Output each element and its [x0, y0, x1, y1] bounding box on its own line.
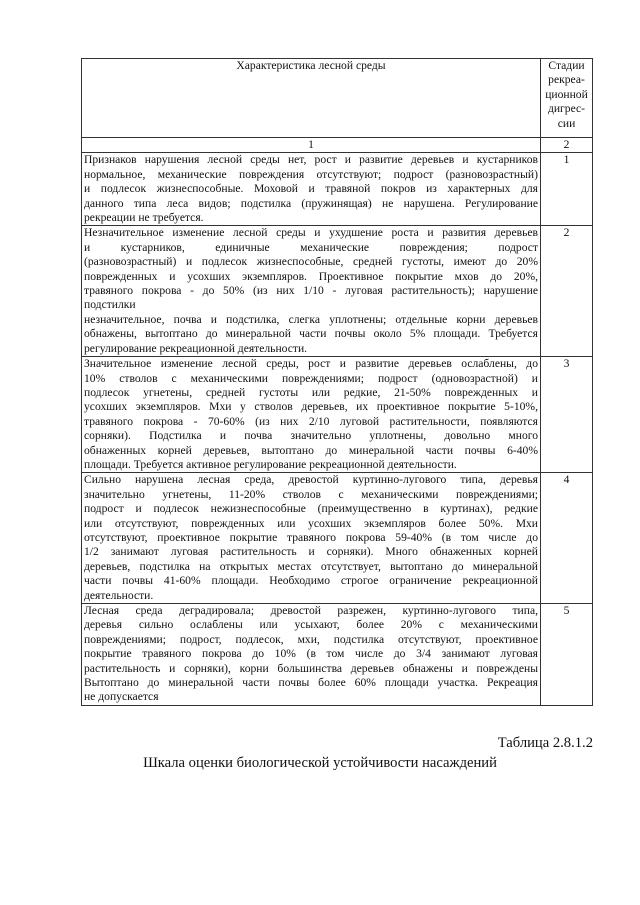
description-line: поврежденных и усохших экземпляров. Проективное покрытие мхов до 20%, — [84, 269, 538, 283]
description-line: Вытоптано до минеральной части почвы более 60% площади участка. Рекреация — [84, 676, 538, 690]
description-line: не допускается — [84, 690, 159, 704]
description-line: травяного покрова - 70-60% (из них 2/10 луговой растительности, появляются — [84, 414, 538, 428]
digression-stage-value: 2 — [541, 226, 593, 357]
description-line: отсутствуют, проективное покрытие травяного покрова 59-40% (в том числе до — [84, 530, 538, 544]
description-line: деятельности. — [84, 588, 154, 602]
description-line: обнаженных корней деревьев, вытоптано до минеральной части почвы 6-40% — [84, 443, 538, 457]
description-line: значительно угнетены, 11-20% стволов с механическими повреждениями; — [84, 487, 538, 501]
description-line: повреждениями; подрост, подлесок, мхи, подстилка отсутствуют, проективное — [84, 632, 538, 646]
description-line: части почвы 41-60% площади. Необходимо строгое ограничение рекреационной — [84, 574, 538, 588]
header-stage-line: ционной — [545, 87, 588, 101]
description-line: и подлесок жизнеспособные. Моховой и травяной покров из характерных для — [84, 182, 538, 196]
description-line: рекреации не требуется. — [84, 211, 204, 225]
table-number-label: Таблица 2.8.1.2 — [497, 735, 593, 751]
header-stage-line: рекреа- — [548, 73, 585, 87]
forest-condition-description — [82, 153, 541, 226]
table-row — [82, 473, 593, 604]
description-line: покрытие травяного покрова до 10% (в том числе до 3/4 занимают луговая — [84, 647, 538, 661]
description-line: незначительное, почва и подстилка, слегка уплотнены; отдельные корни деревьев — [84, 312, 538, 326]
column-number-row — [82, 138, 593, 153]
description-line: Сильно нарушена лесная среда, древостой куртинно-лугового типа, деревья — [84, 473, 538, 487]
forest-condition-description — [82, 473, 541, 604]
forest-condition-description — [82, 604, 541, 706]
table-row — [82, 226, 593, 357]
description-line: обнажены, вытоптано до минеральной части почвы около 5% площади. Требуется — [84, 327, 538, 341]
description-line: сорняки). Подстилка и почва значительно уплотнены, довольно много — [84, 429, 538, 443]
table-title: Шкала оценки биологической устойчивости насаждений — [143, 755, 497, 771]
description-line: данного типа леса видов; подстилка (пружинящая) не нарушена. Регулирование — [84, 196, 538, 210]
recreation-digression-table — [81, 58, 593, 706]
description-line: Незначительное изменение лесной среды и ухудшение роста и развития деревьев — [84, 226, 538, 240]
column-number-2: 2 — [541, 138, 593, 153]
description-line: Лесная среда деградировала; древостой разрежен, куртинно-лугового типа, — [84, 604, 538, 617]
table-header-row — [82, 59, 593, 138]
description-line: подстилки — [84, 298, 136, 312]
header-stage-line: дигрес- — [547, 102, 586, 116]
description-line: подлесок угнетены, средней густоты или редкие, 21-50% поврежденных и — [84, 385, 538, 399]
description-line: подрост и подлесок нежизнеспособные (преимущественно в куртинах), редкие — [84, 502, 538, 516]
table-row — [82, 153, 593, 226]
description-line: травяного покрова - до 50% (из них 1/10 - луговая растительность); нарушение — [84, 284, 538, 298]
description-line: Признаков нарушения лесной среды нет, рост и развитие деревьев и кустарников — [84, 153, 538, 167]
table-body — [82, 153, 593, 705]
column-number-1: 1 — [82, 138, 541, 153]
description-line: усохших экземпляров. Мхи у стволов деревьев, их проективное покрытие 5-10%, — [84, 400, 538, 414]
digression-stage-value: 3 — [541, 357, 593, 473]
table-row — [82, 604, 593, 706]
description-line: регулирование рекреационной деятельности. — [84, 341, 308, 355]
header-forest-characteristics: Характеристика лесной среды — [82, 59, 541, 138]
description-line: деревьев, подстилка на открытых местах отсутствует, вытоптано до минеральной — [84, 559, 538, 573]
description-line: 10% стволов с механическими повреждениями; подрост (одновозрастной) и — [84, 371, 538, 385]
header-stage-line: Стадии — [548, 59, 585, 72]
description-line: растительность и сорняки), корни большинства деревьев обнажены и повреждены — [84, 661, 538, 675]
forest-condition-description — [82, 226, 541, 357]
description-line: или отсутствуют, поврежденных или усохших экземпляров более 50%. Мхи — [84, 516, 538, 530]
digression-stage-value: 5 — [541, 604, 593, 706]
table-row — [82, 357, 593, 473]
digression-stage-value: 1 — [541, 153, 593, 226]
description-line: нормальное, механические повреждения отсутствуют; подрост (разновозрастный) — [84, 167, 538, 181]
description-line: (разновозрастный) и подлесок жизнеспособные, средней густоты, имеют до 20% — [84, 255, 538, 269]
description-line: Значительное изменение лесной среды, рост и развитие деревьев ослаблены, до — [84, 357, 538, 371]
forest-condition-description — [82, 357, 541, 473]
digression-stage-value: 4 — [541, 473, 593, 604]
header-digression-stage — [541, 59, 593, 138]
description-line: и кустарников, единичные механические повреждения; подрост — [84, 240, 538, 254]
description-line: 1/2 занимают луговая растительность и сорняки). Много обнаженных корней — [84, 545, 538, 559]
description-line: деревья сильно ослаблены или усыхают, более 20% с механическими — [84, 618, 538, 632]
description-line: площади. Требуется активное регулирование рекреационной деятельности. — [84, 457, 457, 471]
header-stage-line: сии — [557, 116, 576, 130]
